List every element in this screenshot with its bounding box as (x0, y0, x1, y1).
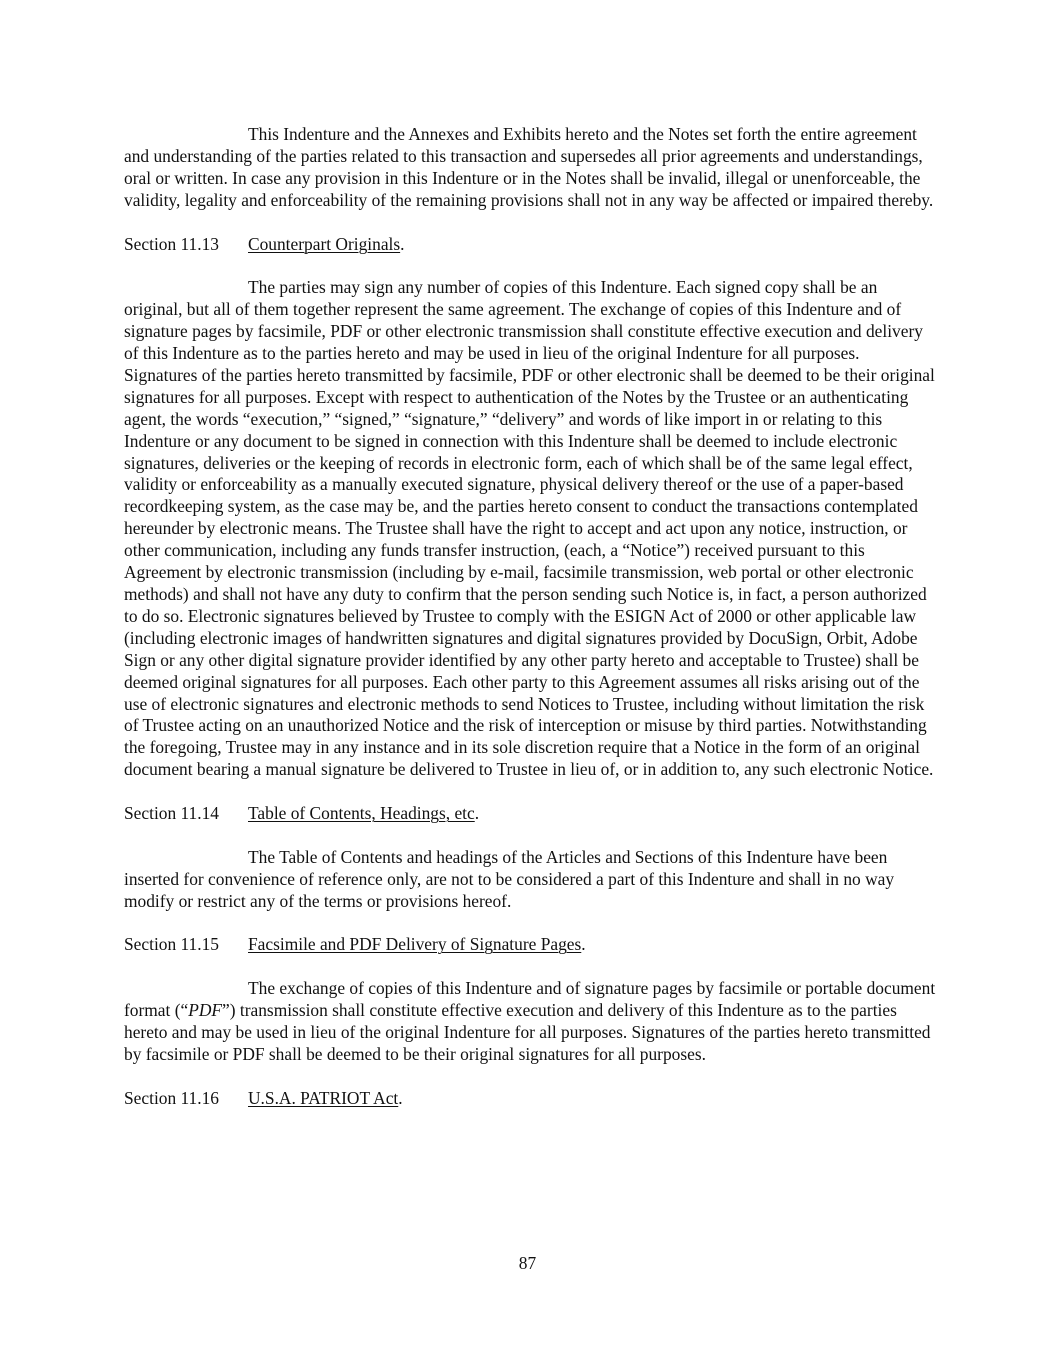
section-trail: . (398, 1087, 403, 1108)
section-number: Section 11.15 (124, 934, 219, 955)
document-page (124, 124, 936, 1110)
section-heading-11-14 (124, 803, 936, 825)
paragraph-table-of-contents: The Table of Contents and headings of the Articles and Sections of this Indenture have been inserted for convenience of reference only, are not to be considered a part of this Indenture and shall in no way modify or restrict any of the terms or provisions hereof. (124, 846, 895, 911)
section-title: Counterpart Originals (248, 233, 401, 254)
section-number: Section 11.14 (124, 803, 219, 824)
section-number: Section 11.13 (124, 233, 219, 254)
section-title: Facsimile and PDF Delivery of Signature Pages (248, 934, 582, 955)
section-trail: . (474, 803, 480, 824)
pdf-defined-term: PDF (188, 1000, 223, 1021)
paragraph-text: The exchange of copies of this Indenture and of signature pages by facsimile or portable document format (“ (124, 978, 936, 1021)
section-title: Table of Contents, Headings, etc (248, 803, 475, 824)
paragraph-text: ”) transmission shall constitute effective execution and delivery of this Indenture as to the parties hereto and may be used in lieu of the original Indenture for all purposes. Signatures of the parties hereto transmitted by facsimile or PDF shall be deemed to be their original signatures for all purposes. (124, 1000, 931, 1064)
paragraph-entire-agreement: This Indenture and the Annexes and Exhibits hereto and the Notes set forth the entire agreement and understanding of the parties related to this transaction and supersedes all prior agreements and understandings, oral or written. In case any provision in this Indenture or in the Notes shall be invalid, illegal or unenforceable, the validity, legality and enforceability of the remaining provisions shall not in any way be affected or impaired thereby. (124, 124, 934, 210)
paragraph-counterpart-originals: The parties may sign any number of copies of this Indenture. Each signed copy shall be an original, but all of them together represent the same agreement. The exchange of copies of this Indenture and of signature pages by facsimile, PDF or other electronic transmission shall constitute effective execution and delivery of this Indenture as to the parties hereto and may be used in lieu of the original Indenture for all purposes. Signatures of the parties hereto transmitted by facsimile, PDF or other electronic shall be deemed to be their original signatures for all purposes. Except with respect to authentication of the Notes by the Trustee or an authenticating agent, the words “execution,” “signed,” “signature,” “delivery” and words of like import in or relating to this Indenture or any document to be signed in connection with this Indenture shall be deemed to include electronic signatures, deliveries or the keeping of records in electronic form, each of which shall be of the same legal effect, validity or enforceability as a manually executed signature, physical delivery thereof or the use of a paper-based recordkeeping system, as the case may be, and the parties hereto consent to conduct the transactions contemplated hereunder by electronic means. The Trustee shall have the right to accept and act upon any notice, instruction, or other communication, including any funds transfer instruction, (each, a “Notice”) received pursuant to this Agreement by electronic transmission (including by e-mail, facsimile transmission, web portal or other electronic methods) and shall not have any duty to confirm that the person sending such Notice is, in fact, a person authorized to do so. Electronic signatures believed by Trustee to comply with the ESIGN Act of 2000 or other applicable law (including electronic images of handwritten signatures and digital signatures provided by DocuSign, Orbit, Adobe Sign or any other digital signature provider identified by any other party hereto and acceptable to Trustee) shall be deemed original signatures for all purposes. Each other party to this Agreement assumes all risks arising out of the use of electronic signatures and electronic methods to send Notices to Trustee, including without limitation the risk of Trustee acting on an unauthorized Notice and the risk of interception or misuse by third parties. Notwithstanding the foregoing, Trustee may in any instance and in its sole discretion require that a Notice in the form of an original document bearing a manual signature be delivered to Trustee in lieu of, or in addition to, any such electronic Notice. (124, 277, 935, 780)
section-trail: . (400, 233, 405, 254)
section-trail: . (581, 934, 586, 955)
section-heading-11-13 (124, 234, 936, 256)
paragraph-facsimile-pdf (124, 978, 936, 1066)
section-heading-11-16 (124, 1088, 936, 1110)
section-heading-11-15 (124, 934, 936, 956)
page-number: 87 (518, 1253, 537, 1273)
section-title: U.S.A. PATRIOT Act (248, 1087, 399, 1108)
section-number: Section 11.16 (124, 1087, 219, 1108)
